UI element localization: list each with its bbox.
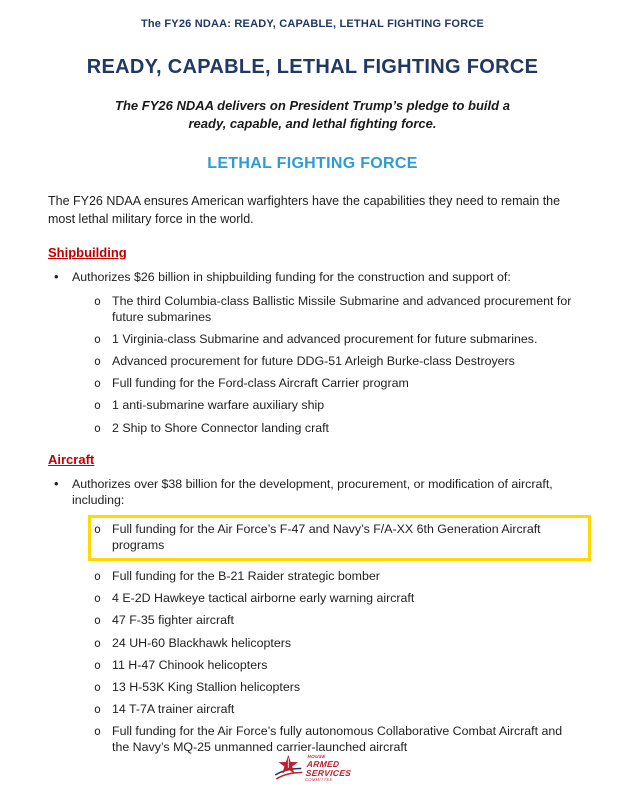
logo-line-armed: ARMED <box>305 758 340 769</box>
heading-shipbuilding: Shipbuilding <box>48 244 127 260</box>
logo-line-house: HOUSE <box>306 753 326 759</box>
bullet-text: Full funding for the Air Force’s F-47 and Navy’s F/A-XX 6th Generation Aircraft programs <box>112 521 541 553</box>
circle-bullet-icon <box>94 657 112 673</box>
bullet-text: 24 UH-60 Blackhawk helicopters <box>112 635 292 650</box>
footer-logo-text <box>304 755 352 782</box>
circle-bullet-icon <box>94 375 112 391</box>
heading-aircraft: Aircraft <box>48 451 95 467</box>
list-item <box>94 679 577 695</box>
list-item <box>94 375 577 391</box>
intro-paragraph: The FY26 NDAA ensures American warfighters have the capabilities they need to remain the most lethal military force in the world. <box>48 194 561 227</box>
bullet-text: Authorizes $26 billion in shipbuilding funding for the construction and support of: <box>72 269 511 284</box>
circle-bullet-icon <box>94 521 112 537</box>
bullet-text: The third Columbia-class Ballistic Missile Submarine and advanced procurement for future submarines <box>112 293 572 324</box>
bullet-text: 1 Virginia-class Submarine and advanced procurement for future submarines. <box>112 332 538 347</box>
circle-bullet-icon <box>94 397 112 413</box>
bullet-text: 13 H-53K King Stallion helicopters <box>112 679 301 694</box>
page-title: READY, CAPABLE, LETHAL FIGHTING FORCE <box>86 56 539 78</box>
list-item <box>94 353 577 369</box>
list-item <box>94 293 577 325</box>
list-item <box>94 657 577 673</box>
list-item <box>94 723 577 755</box>
circle-bullet-icon <box>94 293 112 309</box>
bullet-text: 1 anti-submarine warfare auxiliary ship <box>112 398 325 413</box>
circle-bullet-icon <box>94 331 112 347</box>
circle-bullet-icon <box>94 568 112 584</box>
circle-bullet-icon <box>94 723 112 739</box>
logo-line-services: SERVICES <box>304 767 352 778</box>
section-title-lethal-fighting-force: LETHAL FIGHTING FORCE <box>207 155 418 173</box>
bullet-text: Authorizes over $38 billion for the development, procurement, or modification of aircraft, including: <box>72 476 553 507</box>
bullet-text: Advanced procurement for future DDG-51 Arleigh Burke-class Destroyers <box>112 354 515 369</box>
shipbuilding-sublist <box>94 293 577 436</box>
bullet-text: 11 H-47 Chinook helicopters <box>112 657 268 672</box>
list-item <box>94 397 577 413</box>
bullet-text: 2 Ship to Shore Connector landing craft <box>112 420 329 435</box>
circle-bullet-icon <box>94 590 112 606</box>
list-item <box>94 331 577 347</box>
circle-bullet-icon <box>94 635 112 651</box>
list-item <box>94 568 577 584</box>
bullet-text: 4 E-2D Hawkeye tactical airborne early warning aircraft <box>112 591 415 606</box>
list-item <box>54 476 577 508</box>
disc-bullet-icon <box>54 476 72 493</box>
hasc-star-icon <box>274 754 304 782</box>
list-item <box>94 701 577 717</box>
tagline: The FY26 NDAA delivers on President Trump’s pledge to build a ready, capable, and lethal fighting force. <box>115 98 510 132</box>
document-header: The FY26 NDAA: READY, CAPABLE, LETHAL FIGHTING FORCE <box>140 18 485 30</box>
bullet-text: Full funding for the Air Force’s fully autonomous Collaborative Combat Aircraft and the Navy’s MQ-25 unmanned carrier-launched aircraft <box>112 724 563 755</box>
circle-bullet-icon <box>94 420 112 436</box>
disc-bullet-icon <box>54 269 72 286</box>
circle-bullet-icon <box>94 353 112 369</box>
bullet-text: Full funding for the B-21 Raider strategic bomber <box>112 569 380 584</box>
list-item <box>94 420 577 436</box>
circle-bullet-icon <box>94 701 112 717</box>
bullet-text: Full funding for the Ford-class Aircraft Carrier program <box>112 376 409 391</box>
circle-bullet-icon <box>94 679 112 695</box>
list-item <box>94 590 577 606</box>
list-item <box>54 269 577 286</box>
bullet-text: 14 T-7A trainer aircraft <box>112 701 235 716</box>
circle-bullet-icon <box>94 612 112 628</box>
list-item <box>94 612 577 628</box>
aircraft-sublist <box>94 515 577 755</box>
logo-line-committee: COMMITTEE <box>304 776 333 782</box>
list-item <box>94 635 577 651</box>
footer-logo <box>274 754 351 782</box>
highlighted-list-item <box>88 515 591 561</box>
bullet-text: 47 F-35 fighter aircraft <box>112 613 234 628</box>
